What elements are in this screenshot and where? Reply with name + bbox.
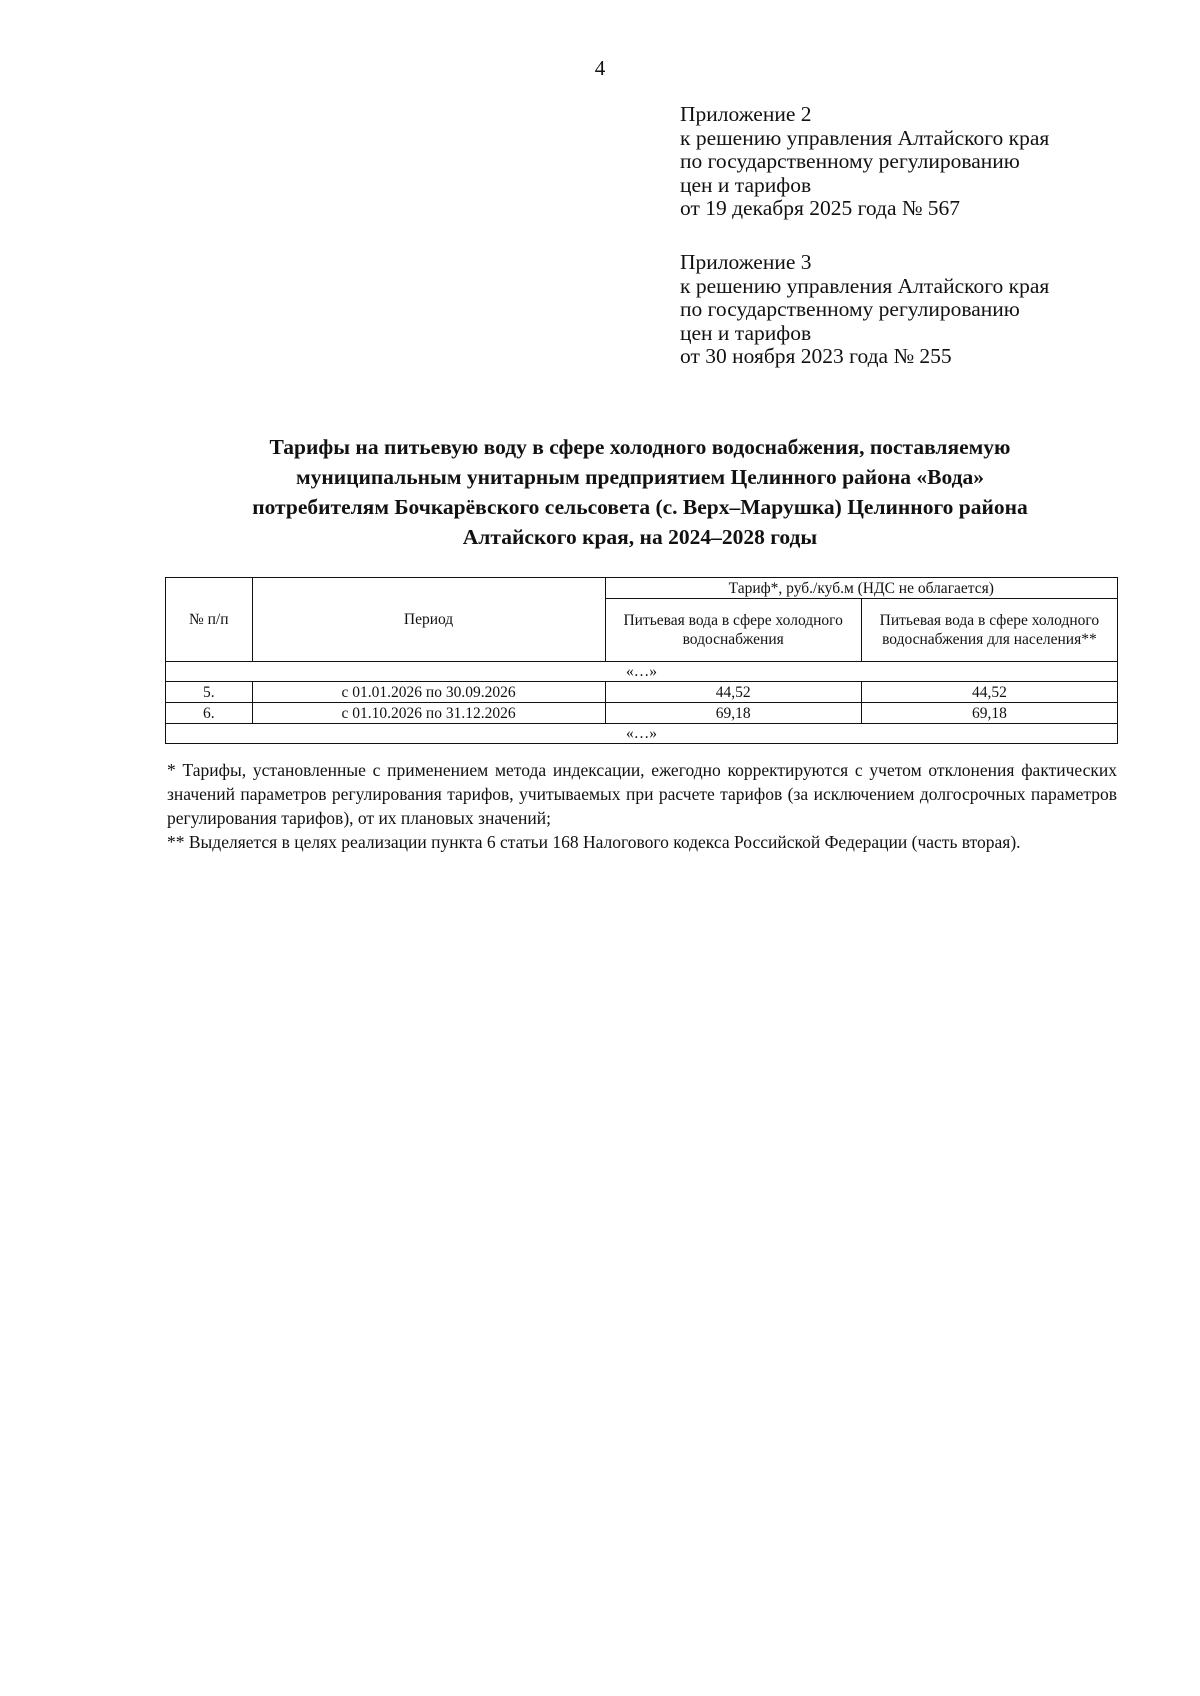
title-line: Алтайского края, на 2024–2028 годы <box>462 525 818 549</box>
title-line: Тарифы на питьевую воду в сфере холодного водоснабжения, поставляемую <box>269 435 1011 459</box>
table-ellipsis-row <box>166 724 1118 744</box>
table-ellipsis-row <box>166 662 1118 682</box>
page-number: 4 <box>594 56 606 80</box>
row-period: с 01.10.2026 по 31.12.2026 <box>252 703 605 724</box>
appendix-3-line: к решению управления Алтайского края <box>680 273 1050 298</box>
appendix-2-line: к решению управления Алтайского края <box>680 125 1050 150</box>
footnote-1: * Тарифы, установленные с применением метода индексации, ежегодно корректируются с учетом отклонения фактических значений параметров регулирования тарифов, учитываемых при расчете тарифов (за исключением долгосрочных параметров регулирования тарифов), от их плановых значений; <box>167 760 1117 828</box>
appendix-3-line: от 30 ноября 2023 года № 255 <box>680 344 952 368</box>
row-tariff-general: 44,52 <box>605 682 861 703</box>
appendix-2-line: по государственному регулированию <box>680 149 1020 173</box>
header-period: Период <box>252 578 605 662</box>
footnotes <box>167 758 1117 854</box>
row-tariff-population: 44,52 <box>861 682 1117 703</box>
appendix-3-heading <box>680 251 1049 369</box>
header-tariff-group: Тариф*, руб./куб.м (НДС не облагается) <box>605 578 1117 599</box>
row-number: 5. <box>166 682 253 703</box>
appendix-3-line: цен и тарифов <box>680 320 812 345</box>
row-tariff-general: 69,18 <box>605 703 861 724</box>
header-tariff-population: Питьевая вода в сфере холодного водоснабжения для населения** <box>861 599 1117 662</box>
title-line: потребителям Бочкарёвского сельсовета (с. Верх–Марушка) Целинного района <box>252 495 1028 519</box>
footnote-2: ** Выделяется в целях реализации пункта 6 статьи 168 Налогового кодекса Российской Федерации (часть вторая). <box>167 832 1021 852</box>
table-header-row <box>166 578 1118 599</box>
title-line: муниципальным унитарным предприятием Целинного района «Вода» <box>295 465 985 489</box>
appendix-3-line: Приложение 3 <box>680 250 812 274</box>
appendix-2-line: цен и тарифов <box>680 172 812 197</box>
appendix-2-line: от 19 декабря 2025 года № 567 <box>680 196 960 220</box>
ellipsis-cell: «…» <box>166 662 1118 682</box>
table-row <box>166 703 1118 724</box>
row-period: с 01.01.2026 по 30.09.2026 <box>252 682 605 703</box>
table-row <box>166 682 1118 703</box>
appendix-2-heading <box>680 103 1049 221</box>
header-number: № п/п <box>166 578 253 662</box>
header-tariff-general: Питьевая вода в сфере холодного водоснабжения <box>605 599 861 662</box>
document-title <box>160 432 1120 552</box>
ellipsis-cell: «…» <box>166 724 1118 744</box>
tariff-table <box>165 577 1118 744</box>
appendix-3-line: по государственному регулированию <box>680 297 1020 321</box>
row-number: 6. <box>166 703 253 724</box>
row-tariff-population: 69,18 <box>861 703 1117 724</box>
appendix-2-line: Приложение 2 <box>680 102 812 126</box>
